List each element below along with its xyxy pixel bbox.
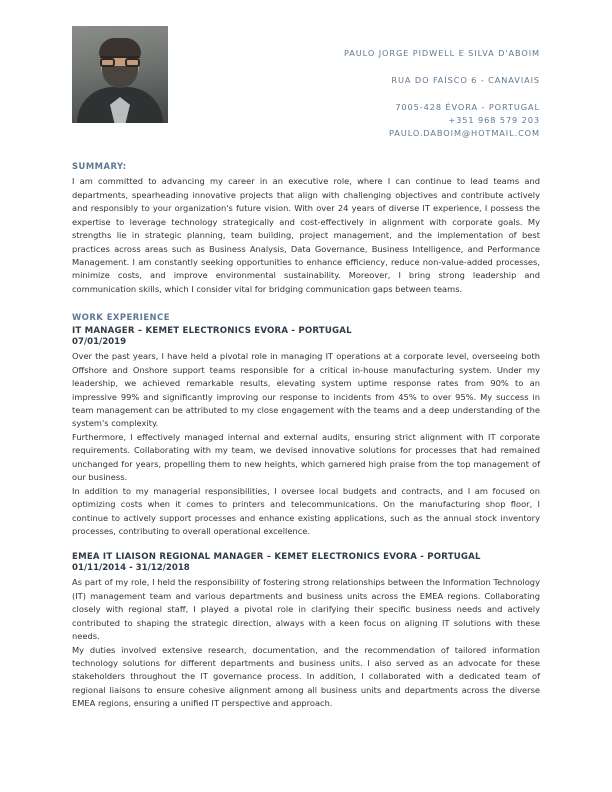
- job-dates: 07/01/2019: [72, 337, 127, 348]
- job-paragraph: Over the past years, I have held a pivotal role in managing IT operations at a corporate level, overseeing both Offshore and Onshore support teams responsible for a critical in-house manufacturing system. Under my leadership, we achieved remarkable results, elevating system uptime response rates from 90% to an impressive 99% and significantly improving our response to incidents from 45% to over 95%. My success in team management can be attributed to my close engagement with the teams and a deep understanding of the system's complexity.: [72, 351, 540, 429]
- job-paragraph: Furthermore, I effectively managed internal and external audits, ensuring strict alignment with IT corporate requirements. Collaborating with my team, we devised innovative solutions for processes that had remained unchanged for years, propelling them to new heights, which garnered high praise from the top management of our business.: [72, 431, 540, 483]
- job-paragraph: My duties involved extensive research, documentation, and the recommendation of tailored information technology solutions for different departments and business units. I also served as an advocate for these stakeholders throughout the IT governance process. In addition, I collaborated with a dedicated team of regional liaisons to ensure cohesive alignment among all business units and departments across the diverse EMEA regions, ensuring a unified IT perspective and approach.: [72, 644, 540, 709]
- contact-name: PAULO JORGE PIDWELL E SILVA D'ABOIM: [343, 48, 540, 58]
- job-paragraph: As part of my role, I held the responsibility of fostering strong relationships between the Information Technology (IT) management team and various departments and business units across the EMEA regions. Collaborating closely with regional staff, I played a pivotal role in clarifying their specific business needs and actively contributed to shaping the strategic direction, always with a keen focus on aligning IT solutions with these needs.: [72, 577, 540, 642]
- resume-header: [72, 26, 540, 139]
- photo-glasses-icon: [100, 56, 140, 65]
- job-title: EMEA IT LIAISON REGIONAL MANAGER – KEMET ELECTRONICS EVORA - PORTUGAL: [72, 552, 481, 563]
- contact-city: 7005-428 ÉVORA - PORTUGAL: [395, 102, 540, 113]
- job-title: IT MANAGER – KEMET ELECTRONICS EVORA - PORTUGAL: [72, 326, 352, 337]
- contact-street: RUA DO FAÍSCO 6 - CANAVIAIS: [391, 75, 540, 86]
- profile-photo: [72, 26, 168, 123]
- summary-text: I am committed to advancing my career in an executive role, where I can continue to lead teams and departments, spearheading innovative projects that align with challenging objectives and contribute actively and responsibly to your organization's future vision. With over 24 years of diverse IT experience, I possess the expertise to leverage technology strategically and cost-effectively in alignment with corporate goals. My strengths lie in strategic planning, team building, project management, and the implementation of best practices across areas such as Business Analysis, Data Governance, Business Intelligence, and Performance Management. I am constantly seeking opportunities to enhance efficiency, reduce non-value-added processes, minimize costs, and improve environmental sustainability. Moreover, I bring strong leadership and communication skills, which I consider vital for bridging communication gaps between teams.: [72, 176, 540, 294]
- contact-phone: +351 968 579 203: [448, 115, 540, 126]
- experience-heading: WORK EXPERIENCE: [72, 312, 170, 323]
- photo-hair-shape: [99, 38, 141, 58]
- experience-item: [72, 552, 540, 710]
- contact-block: [344, 26, 540, 139]
- job-dates: 01/11/2014 - 31/12/2018: [72, 563, 190, 574]
- job-paragraph: In addition to my managerial responsibilities, I oversee local budgets and contracts, and I am focused on optimizing costs when it comes to printers and telecommunications. On the manufacturing shop floor, I continue to actively support processes and enhance existing applications, such as the annual stock inventory processes, contributing to overall operational excellence.: [72, 485, 540, 536]
- summary-heading: SUMMARY:: [72, 161, 127, 172]
- contact-email: PAULO.DABOIM@HOTMAIL.COM: [388, 128, 540, 139]
- photo-beard-shape: [102, 66, 138, 88]
- experience-item: [72, 326, 540, 538]
